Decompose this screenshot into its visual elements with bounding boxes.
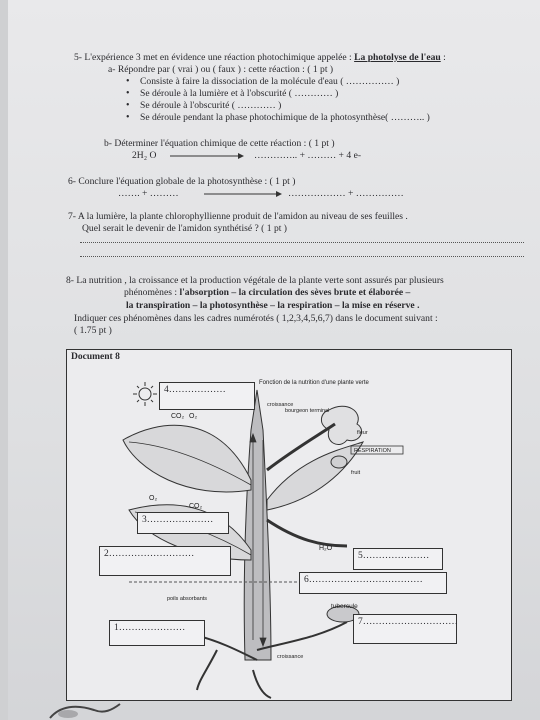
q5-item-3: • Se déroule à l'obscurité ( ………… ) [140, 100, 281, 111]
answer-box-1[interactable] [109, 620, 205, 646]
leaf-right [267, 442, 363, 510]
q5-item-2: • Se déroule à la lumière et à l'obscurité ( ………… ) [140, 88, 338, 99]
plant-nutrition-figure [67, 350, 511, 700]
q8-line-3: la transpiration – la photosynthèse – la respiration – la mise en réserve . [126, 300, 420, 311]
label-fruit: fruit [351, 470, 361, 476]
q6-arrow [204, 190, 282, 198]
label-respiration: RESPIRATION [354, 448, 391, 454]
label-croissance-bottom: croissance [277, 654, 304, 660]
answer-box-6[interactable] [299, 572, 447, 594]
label-poils: poils absorbants [167, 596, 208, 602]
label-h2o: H₂O [319, 545, 333, 552]
sun-icon [133, 382, 157, 406]
label-co2-lower: CO₂ [189, 503, 203, 510]
exam-sheet [8, 0, 540, 720]
corner-logo-icon [46, 700, 126, 720]
q7-answer-line-2[interactable] [80, 256, 524, 257]
fruit [331, 456, 347, 468]
q5-eq-right: ………….. + ……… + 4 e- [254, 150, 362, 161]
q5-eq-left: 2H₂ O [132, 150, 157, 161]
q8-line-2 [124, 287, 410, 298]
label-croissance-top: croissance [267, 402, 294, 408]
plant-stem [244, 390, 271, 660]
label-fleur: fleur [357, 430, 368, 436]
q7-line-2: Quel serait le devenir de l'amidon synthétisé ? ( 1 pt ) [82, 223, 288, 234]
answer-box-3[interactable] [137, 512, 229, 534]
q5-b-label: b- Déterminer l'équation chimique de cette réaction : ( 1 pt ) [104, 138, 335, 149]
label-o2-top: O₂ [189, 413, 198, 420]
answer-box-2-label: 2……………………… [104, 549, 195, 559]
document-8-frame [66, 349, 512, 701]
label-bourgeon: bourgeon terminal [285, 408, 330, 414]
q5-eq-arrow [170, 152, 244, 160]
answer-box-7-label: 7………………………… [358, 617, 458, 627]
q5-intro-end: : [443, 52, 446, 63]
answer-box-2[interactable] [99, 546, 231, 576]
figure-title: Fonction de la nutrition d'une plante verte [259, 380, 369, 386]
leaf-upper-left [123, 425, 251, 492]
q8-line-5: ( 1.75 pt ) [74, 325, 112, 336]
answer-box-5[interactable] [353, 548, 443, 570]
label-tubercule: tubercule [331, 603, 358, 610]
document-title: Document 8 [71, 352, 120, 362]
q5-intro-text: 5- L'expérience 3 met en évidence une réaction photochimique appelée : [74, 52, 352, 63]
answer-box-5-label: 5………………… [358, 551, 430, 561]
q7-answer-line-1[interactable] [80, 242, 524, 243]
label-co2-top: CO₂ [171, 413, 185, 420]
q6-left: ……. + ……… [118, 188, 179, 199]
answer-box-7[interactable] [353, 614, 457, 644]
q8-line-4: Indiquer ces phénomènes dans les cadres numérotés ( 1,2,3,4,5,6,7) dans le document suivant : [74, 313, 438, 324]
answer-box-4[interactable] [159, 382, 255, 410]
label-o2-lower: O₂ [149, 495, 158, 502]
answer-box-4-label: 4……………… [164, 385, 226, 395]
q8-line-2-pre: phénomènes : [124, 287, 178, 298]
q5-a-label: a- Répondre par ( vrai ) ou ( faux ) : cette réaction : ( 1 pt ) [108, 64, 334, 75]
q6-right: ……………… + …………… [288, 188, 404, 199]
q8-line-2-bold: l'absorption – la circulation des sèves brute et élaborée – [179, 287, 411, 298]
q6-label: 6- Conclure l'équation globale de la photosynthèse : ( 1 pt ) [68, 176, 296, 187]
answer-box-1-label: 1………………… [114, 623, 186, 633]
q7-line-1: 7- A la lumière, la plante chlorophyllienne produit de l'amidon au niveau de ses feuilles . [68, 211, 408, 222]
q8-line-1: 8- La nutrition , la croissance et la production végétale de la plante verte sont assurés par plusieurs [66, 275, 444, 286]
q5-intro-term: La photolyse de l'eau [354, 52, 441, 63]
answer-box-3-label: 3………………… [142, 515, 214, 525]
q5-item-1: • Consiste à faire la dissociation de la molécule d'eau ( …………… ) [140, 76, 399, 87]
answer-box-6-label: 6……………………………… [304, 575, 423, 585]
q5-intro [74, 52, 446, 63]
q5-item-4: • Se déroule pendant la phase photochimique de la photosynthèse( ……….. ) [140, 112, 430, 123]
